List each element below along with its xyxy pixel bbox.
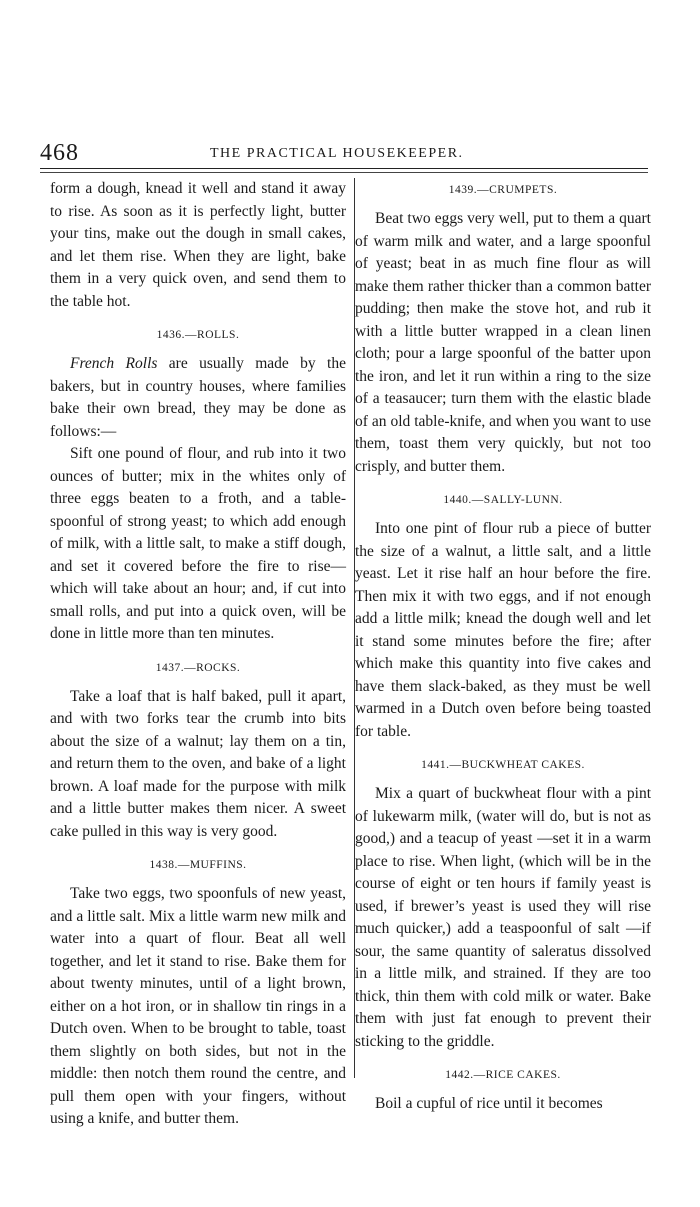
recipe-heading-rice-cakes: 1442.—RICE CAKES.	[445, 1069, 561, 1081]
rocks-paragraph: Take a loaf that is half baked, pull it apart, and with two forks tear the crumb into bits about the size of a walnut; lay them on a tin, and return them to the oven, and bake of a light brown. A loaf made for the purpose with milk and a little butter makes them nicer. A sweet cake pulled in this way is very good.	[50, 687, 346, 840]
page-header	[40, 140, 648, 168]
right-column	[355, 178, 651, 1116]
recipe-heading-sally-lunn: 1440.—SALLY-LUNN.	[443, 494, 563, 506]
recipe-heading-buckwheat-cakes: 1441.—BUCKWHEAT CAKES.	[421, 759, 585, 771]
rolls-paragraph-2: Sift one pound of flour, and rub into it two ounces of butter; mix in the whites only of three eggs beaten to a froth, and a table-spoonful of strong yeast; to which add enough of milk, with a little salt, to make a stiff dough, and set it covered before the fire to rise—which will take about an hour; and, if cut into small rolls, and put into a quick oven, will be done in little more than ten minutes.	[50, 445, 346, 642]
rolls-paragraph-1	[50, 353, 346, 443]
recipe-heading-rolls: 1436.—ROLLS.	[156, 329, 240, 341]
recipe-heading-crumpets: 1439.—CRUMPETS.	[448, 184, 558, 196]
running-title: THE PRACTICAL HOUSEKEEPER.	[210, 146, 464, 161]
rolls-paragraph-1-text: are usually made by the bakers, but in country houses, where families bake their own bread, they may be done as follows:—	[50, 355, 346, 440]
muffins-paragraph: Take two eggs, two spoonfuls of new yeast, and a little salt. Mix a little warm new milk and water into a quart of flour. Beat all well together, and let it stand to rise. Bake them for about twenty minutes, until of a light brown, either on a hot iron, or in shallow tin rings in a Dutch oven. When to be brought to table, toast them slightly on both sides, but not in the middle: then notch them round the centre, and pull them open with your fingers, without using a knife, and butter them.	[50, 885, 346, 1127]
header-rule-thick	[40, 168, 648, 169]
buckwheat-cakes-paragraph: Mix a quart of buckwheat flour with a pint of lukewarm milk, (water will do, but is not as good,) and a teacup of yeast —set it in a warm place to rise. When light, (which will be in the course of eight or ten hours if family yeast is used, if brewer’s yeast is used they will rise much quicker,) add a teaspoonful of salt —if sour, the same quantity of saleratus dissolved in a little milk, and strained. If they are too thick, thin them with cold milk or water. Bake them with just fat enough to prevent their sticking to the griddle.	[355, 785, 651, 1050]
crumpets-paragraph: Beat two eggs very well, put to them a quart of warm milk and water, and a large spoonful of yeast; beat in as much fine flour as will make them rather thicker than a common batter pudding; then make the stove hot, and rub it with a little butter wrapped in a clean linen cloth; pour a large spoonful of the batter upon the iron, and let it run within a ring to the size of a teasaucer; turn them with the elastic blade of an old table-knife, and when you want to use them, toast them very quickly, but not too crisply, and butter them.	[355, 210, 651, 475]
rolls-italic-term: French Rolls	[70, 355, 158, 372]
recipe-heading-rocks: 1437.—ROCKS.	[155, 661, 241, 674]
page-number: 468	[40, 140, 79, 166]
continuation-paragraph: form a dough, knead it well and stand it away to rise. As soon as it is perfectly light, butter your tins, make out the dough in small cakes, and let them rise. When they are light, bake them in a very quick oven, and send them to the table hot.	[50, 180, 346, 310]
left-column	[50, 178, 346, 1131]
recipe-heading-muffins: 1438.—MUFFINS.	[149, 859, 247, 871]
header-rule-thin	[40, 172, 648, 173]
sally-lunn-paragraph: Into one pint of flour rub a piece of butter the size of a walnut, a little salt, and a little yeast. Let it rise half an hour before the fire. Then mix it with two eggs, and if not enough add a little milk; knead the dough well and let it stand some minutes before the fire; after which make this quantity into five cakes and have them slack-baked, as they must be well warmed in a Dutch oven before being toasted for table.	[355, 520, 651, 740]
rice-cakes-paragraph: Boil a cupful of rice until it becomes	[375, 1095, 603, 1112]
